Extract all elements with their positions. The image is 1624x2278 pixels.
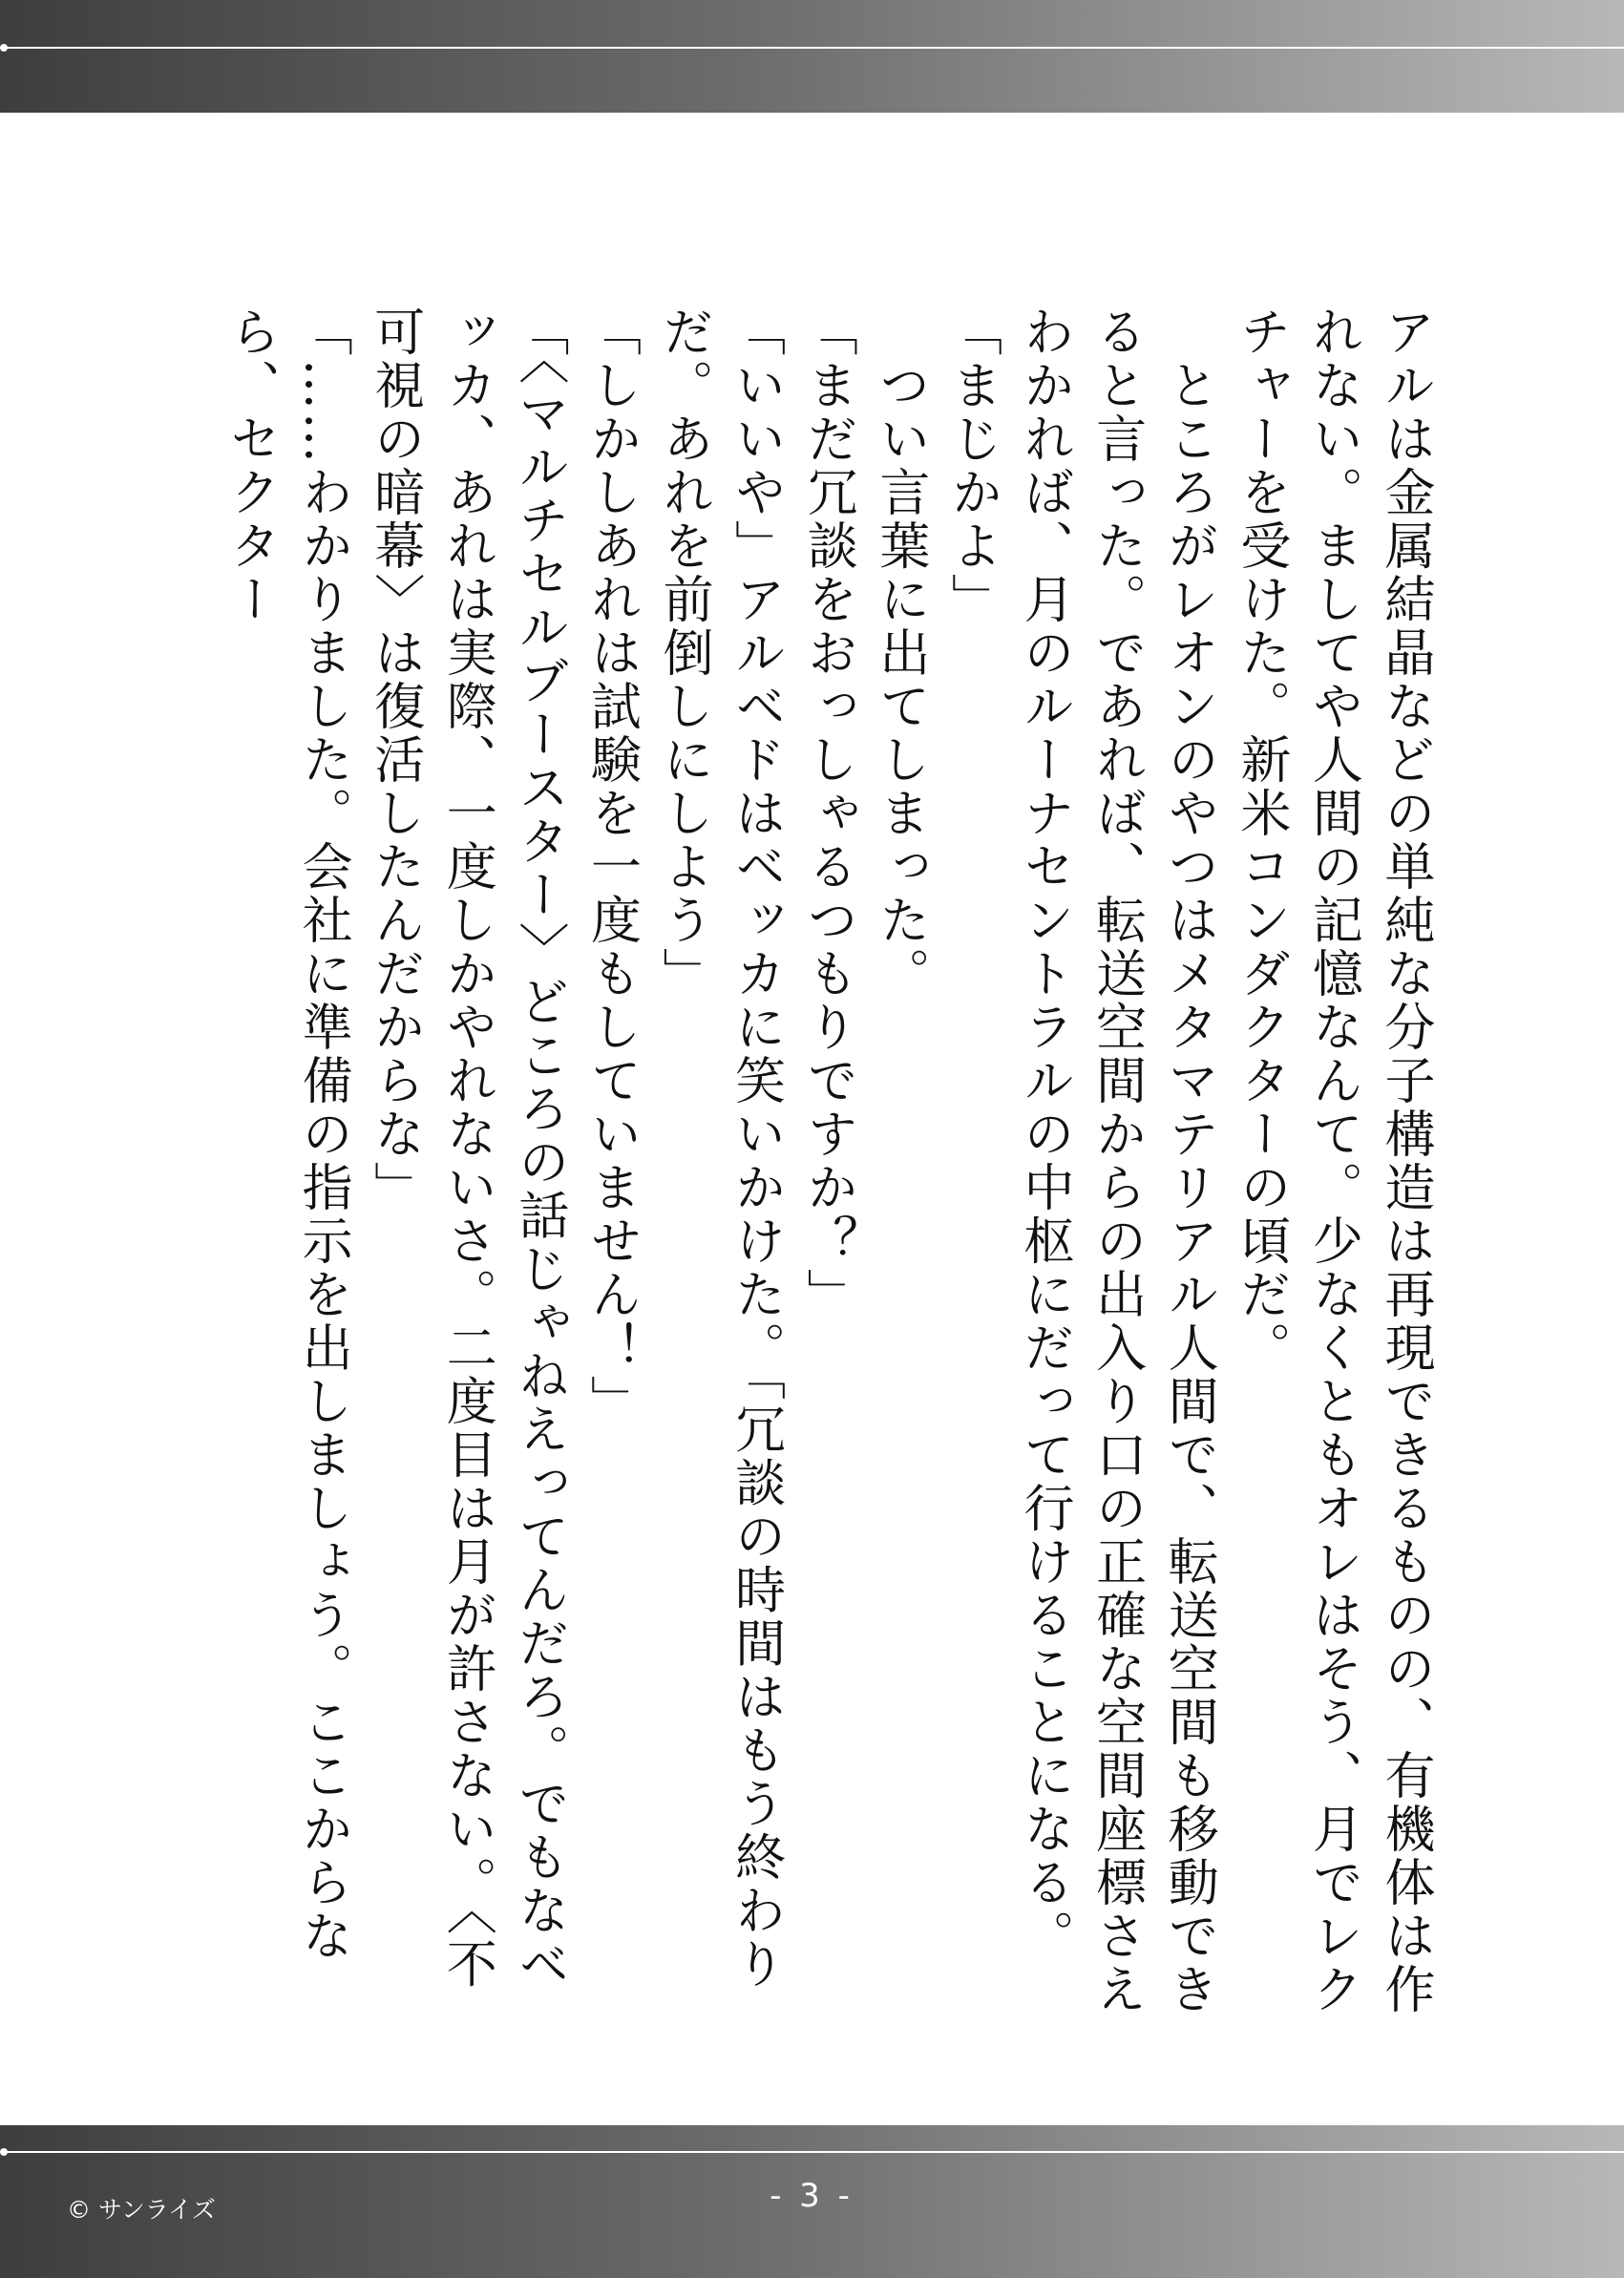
paragraph: つい言葉に出てしまった。 — [871, 306, 930, 1001]
paragraph: 「いいや」アルベドはベッカに笑いかけた。「冗談の時間はもう終わりだ。あれを前倒しにしよう」 — [655, 306, 786, 1992]
paragraph: ところがレオンのやつはメタマテリアル人間で、転送空間も移動できると言った。であれば、転送空間からの出入り口の正確な空間座標さえわかれば、月のルーナセントラルの中枢にだって行けることになる。 — [1016, 306, 1219, 2016]
page-number: - 3 - — [770, 2177, 854, 2215]
header-rule-dot — [0, 44, 8, 52]
paragraph: 「〈マルチセルブースター〉どころの話じゃねえってんだろ。でもなベッカ、あれは実際、一度しかやれないさ。二度目は月が許さない。〈不可視の暗幕〉は復活したんだからな」 — [366, 306, 569, 1992]
paragraph: 「しかしあれは試験を一度もしていません！」 — [582, 306, 642, 1428]
paragraph: アルは金属結晶などの単純な分子構造は再現できるものの、有機体は作れない。ましてや人間の記憶なんて。少なくともオレはそう、月でレクチャーを受けた。新米コンダクターの頃だ。 — [1232, 306, 1435, 2016]
vertical-body-text — [191, 306, 1442, 2024]
footer-rule-dot — [0, 2148, 8, 2156]
paragraph: 「……わかりました。会社に準備の指示を出しましょう。ここからなら、セクター — [221, 306, 353, 1963]
paragraph: 「まだ冗談をおっしゃるつもりですか？」 — [799, 306, 858, 1321]
copyright-notice: © サンライズ — [67, 2196, 216, 2224]
footer-rule — [4, 2151, 1624, 2153]
paragraph: 「まじかよ」 — [943, 306, 1002, 626]
header-rule — [4, 47, 1624, 49]
header-band — [0, 0, 1624, 113]
